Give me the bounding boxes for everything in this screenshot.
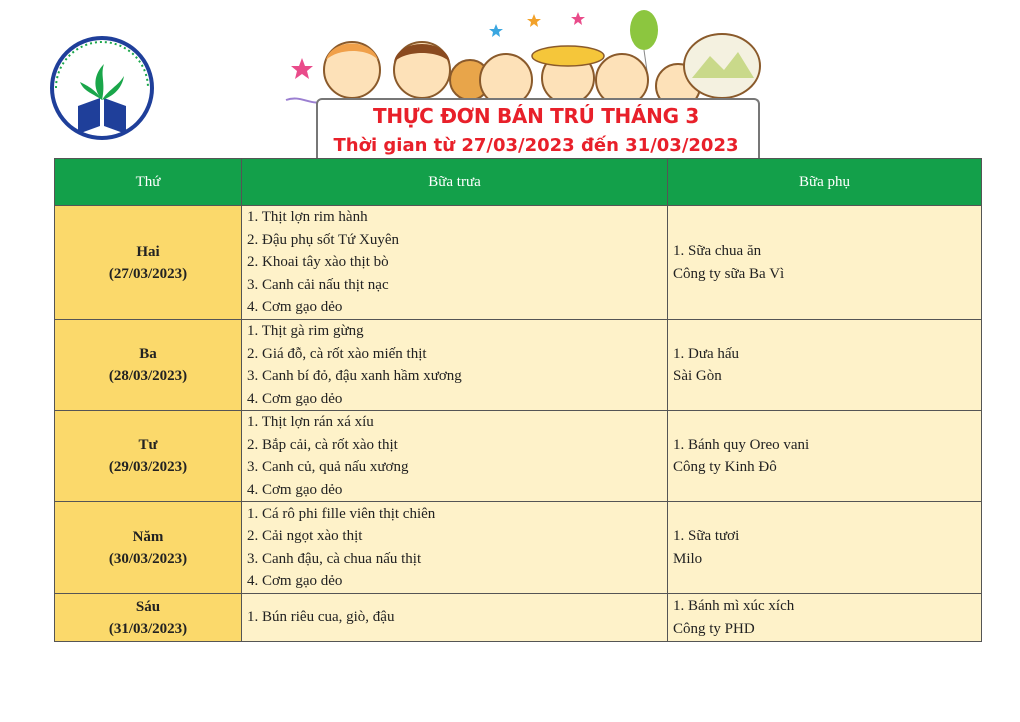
lunch-item: 4. Cơm gạo dẻo <box>247 390 343 407</box>
lunch-cell <box>242 206 668 320</box>
snack-supplier: Milo <box>673 550 703 567</box>
lunch-item: 3. Canh bí đỏ, đậu xanh hầm xương <box>247 368 462 384</box>
snack-supplier: Công ty PHD <box>673 620 755 637</box>
snack-item: 1. Dưa hấu <box>673 345 740 362</box>
lunch-cell <box>242 411 668 502</box>
day-name: Ba <box>139 346 157 362</box>
snack-cell <box>668 320 982 411</box>
page-subtitle: Thời gian từ 27/03/2023 đến 31/03/2023 <box>333 135 739 156</box>
snack-cell <box>668 206 982 320</box>
table-row <box>55 320 982 411</box>
day-name: Năm <box>132 528 164 545</box>
table-row <box>55 411 982 502</box>
lunch-item: 3. Canh củ, quả nấu xương <box>247 459 409 475</box>
lunch-item: 3. Canh đậu, cà chua nấu thịt <box>247 550 422 567</box>
lunch-item: 1. Thịt lợn rán xá xíu <box>247 414 374 430</box>
table-row <box>55 594 982 642</box>
snack-cell <box>668 502 982 594</box>
snack-item: 1. Sữa tươi <box>673 528 740 544</box>
snack-item: 1. Bánh quy Oreo vani <box>673 436 810 453</box>
day-name: Sáu <box>135 598 161 615</box>
snack-item: 1. Sữa chua ăn <box>673 243 762 259</box>
snack-supplier: Sài Gòn <box>673 368 722 384</box>
header-snack: Bữa phụ <box>668 159 982 206</box>
lunch-item: 1. Thịt lợn rim hành <box>247 209 368 226</box>
day-cell <box>55 594 242 642</box>
header-day: Thứ <box>55 159 242 206</box>
child-face-icon <box>324 34 760 108</box>
lunch-item: 1. Cá rô phi fille viên thịt chiên <box>247 505 436 522</box>
lunch-item: 3. Canh cải nấu thịt nạc <box>247 276 389 293</box>
page-title: THỰC ĐƠN BÁN TRÚ THÁNG 3 <box>372 104 700 128</box>
lunch-cell <box>242 502 668 594</box>
snack-supplier: Công ty Kinh Đô <box>673 459 777 475</box>
lunch-item: 2. Khoai tây xào thịt bò <box>247 254 389 271</box>
day-name: Hai <box>136 243 160 260</box>
lunch-item: 2. Bắp cải, cà rốt xào thịt <box>247 436 398 453</box>
lunch-item: 4. Cơm gạo dẻo <box>247 573 343 589</box>
menu-table <box>54 158 982 642</box>
lunch-cell <box>242 594 668 642</box>
lunch-item: 1. Bún riêu cua, giò, đậu <box>247 609 395 626</box>
day-date: (31/03/2023) <box>108 620 188 637</box>
day-name: Tư <box>138 437 158 453</box>
lunch-item: 1. Thịt gà rim gừng <box>247 323 364 339</box>
header-lunch: Bữa trưa <box>242 159 668 206</box>
lunch-item: 2. Giá đỗ, cà rốt xào miến thịt <box>247 345 427 362</box>
day-cell <box>55 206 242 320</box>
school-logo-icon <box>42 30 162 142</box>
lunch-item: 4. Cơm gạo dẻo <box>247 481 343 498</box>
lunch-item: 2. Đậu phụ sốt Tứ Xuyên <box>247 231 400 248</box>
table-header-row <box>55 159 982 206</box>
day-date: (30/03/2023) <box>108 550 188 567</box>
lunch-item: 4. Cơm gạo dẻo <box>247 299 343 316</box>
day-date: (29/03/2023) <box>108 459 188 475</box>
snack-cell <box>668 594 982 642</box>
snack-supplier: Công ty sữa Ba Vì <box>673 265 785 282</box>
day-date: (27/03/2023) <box>108 265 188 282</box>
snack-cell <box>668 411 982 502</box>
lunch-cell <box>242 320 668 411</box>
snack-item: 1. Bánh mì xúc xích <box>673 598 795 614</box>
day-cell <box>55 502 242 594</box>
day-cell <box>55 320 242 411</box>
table-row <box>55 502 982 594</box>
table-row <box>55 206 982 320</box>
lunch-item: 2. Cải ngọt xào thịt <box>247 528 363 544</box>
day-date: (28/03/2023) <box>108 368 188 384</box>
day-cell <box>55 411 242 502</box>
